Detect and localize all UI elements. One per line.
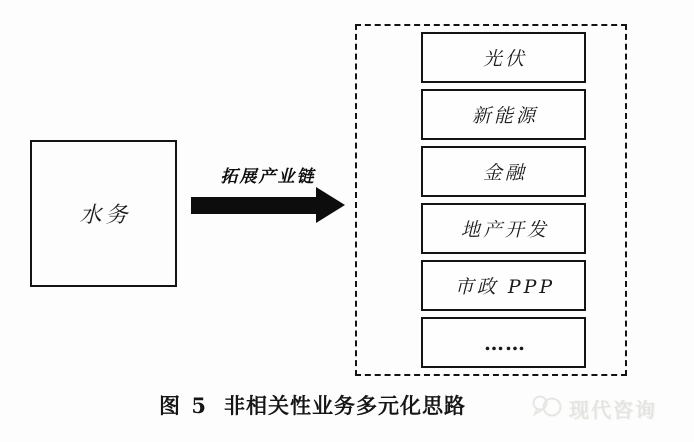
arrow-shaft [191,197,317,214]
item-box-ellipsis [421,317,586,368]
arrow-head-icon [316,187,345,223]
item-label: 金融 [482,162,527,184]
item-label-ellipsis: …… [484,330,526,355]
diversification-stack [421,32,586,368]
arrow-label: 拓展产业链 [220,167,316,187]
item-label: 市政 PPP [454,276,556,298]
item-label: 新能源 [471,105,538,127]
figure-caption-number: 图 5 [159,393,208,418]
item-label: 地产开发 [460,219,549,241]
source-node-box [30,140,177,287]
item-box-photovoltaic [421,32,586,83]
item-box-finance [421,146,586,197]
brand-logo-icon [531,393,565,423]
watermark [531,393,657,423]
figure-caption [80,390,545,420]
watermark-brand-text: 现代咨询 [569,397,657,422]
diversification-group-box [355,24,627,376]
item-box-real-estate [421,203,586,254]
source-node-label: 水务 [79,203,132,228]
item-label: 光伏 [482,48,527,70]
figure-caption-title: 非相关性业务多元化思路 [223,393,466,418]
item-box-municipal-ppp [421,260,586,311]
item-box-new-energy [421,89,586,140]
